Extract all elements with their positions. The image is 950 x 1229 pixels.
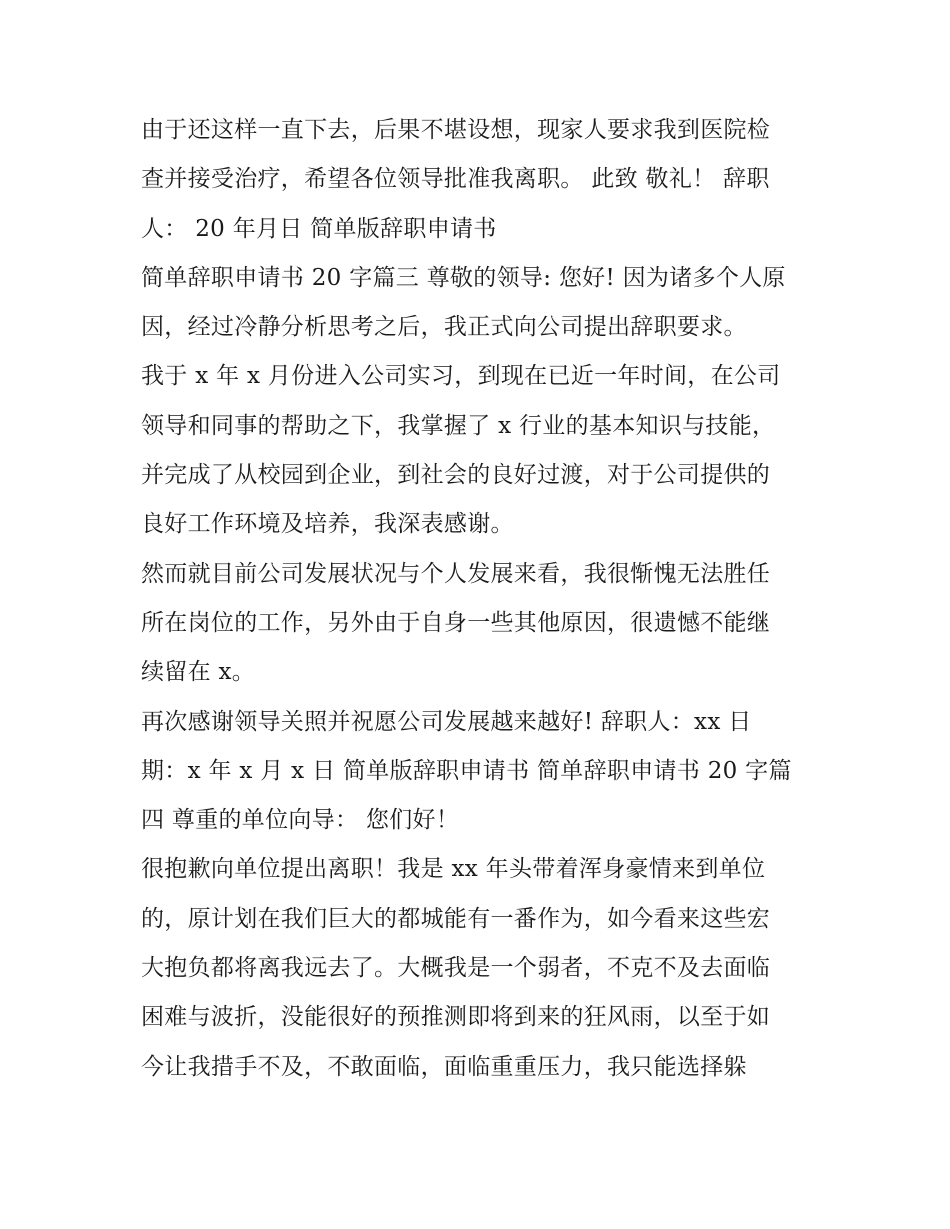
text-line: 今让我措手不及，不敢面临，面临重重压力，我只能选择躲 <box>141 1053 747 1080</box>
text-line: 我于 x 年 x 月份进入公司实习，到现在已近一年时间，在公司 <box>141 363 781 390</box>
text-line: 期：x 年 x 月 x 日 简单版辞职申请书 简单辞职申请书 20 字篇 <box>141 757 792 784</box>
text-line: 大抱负都将离我远去了。大概我是一个弱者，不克不及去面临 <box>141 955 771 982</box>
text-line: 并完成了从校园到企业，到社会的良好过渡，对于公司提供的 <box>141 462 771 489</box>
text-line: 简单辞职申请书 20 字篇三 尊敬的领导: 您好! 因为诸多个人原 <box>141 264 786 291</box>
text-line: 查并接受治疗，希望各位领导批准我离职。 此致 敬礼！ 辞职 <box>141 166 770 193</box>
text-line: 然而就目前公司发展状况与个人发展来看，我很惭愧无法胜任 <box>141 560 771 587</box>
text-line: 所在岗位的工作，另外由于自身一些其他原因，很遗憾不能继 <box>141 609 771 636</box>
text-line: 因，经过冷静分析思考之后，我正式向公司提出辞职要求。 <box>141 314 747 341</box>
text-line: 很抱歉向单位提出离职！我是 xx 年头带着浑身豪情来到单位 <box>141 856 766 883</box>
text-line: 困难与波折，没能很好的预推测即将到来的狂风雨，以至于如 <box>141 1004 771 1031</box>
document-body <box>141 106 821 1092</box>
text-line: 由于还这样一直下去，后果不堪设想，现家人要求我到医院检 <box>141 117 771 143</box>
text-line: 的，原计划在我们巨大的都城能有一番作为，如今看来这些宏 <box>141 905 771 932</box>
text-line: 四 尊重的单位向导： 您们好！ <box>141 807 460 834</box>
text-line: 续留在 x。 <box>141 659 256 686</box>
text-line: 领导和同事的帮助之下，我掌握了 x 行业的基本知识与技能， <box>141 412 776 439</box>
text-line: 人： 20 年月日 简单版辞职申请书 <box>141 215 497 242</box>
text-line: 良好工作环境及培养，我深表感谢。 <box>141 511 514 538</box>
text-line: 再次感谢领导关照并祝愿公司发展越来越好! 辞职人：xx 日 <box>141 708 752 735</box>
